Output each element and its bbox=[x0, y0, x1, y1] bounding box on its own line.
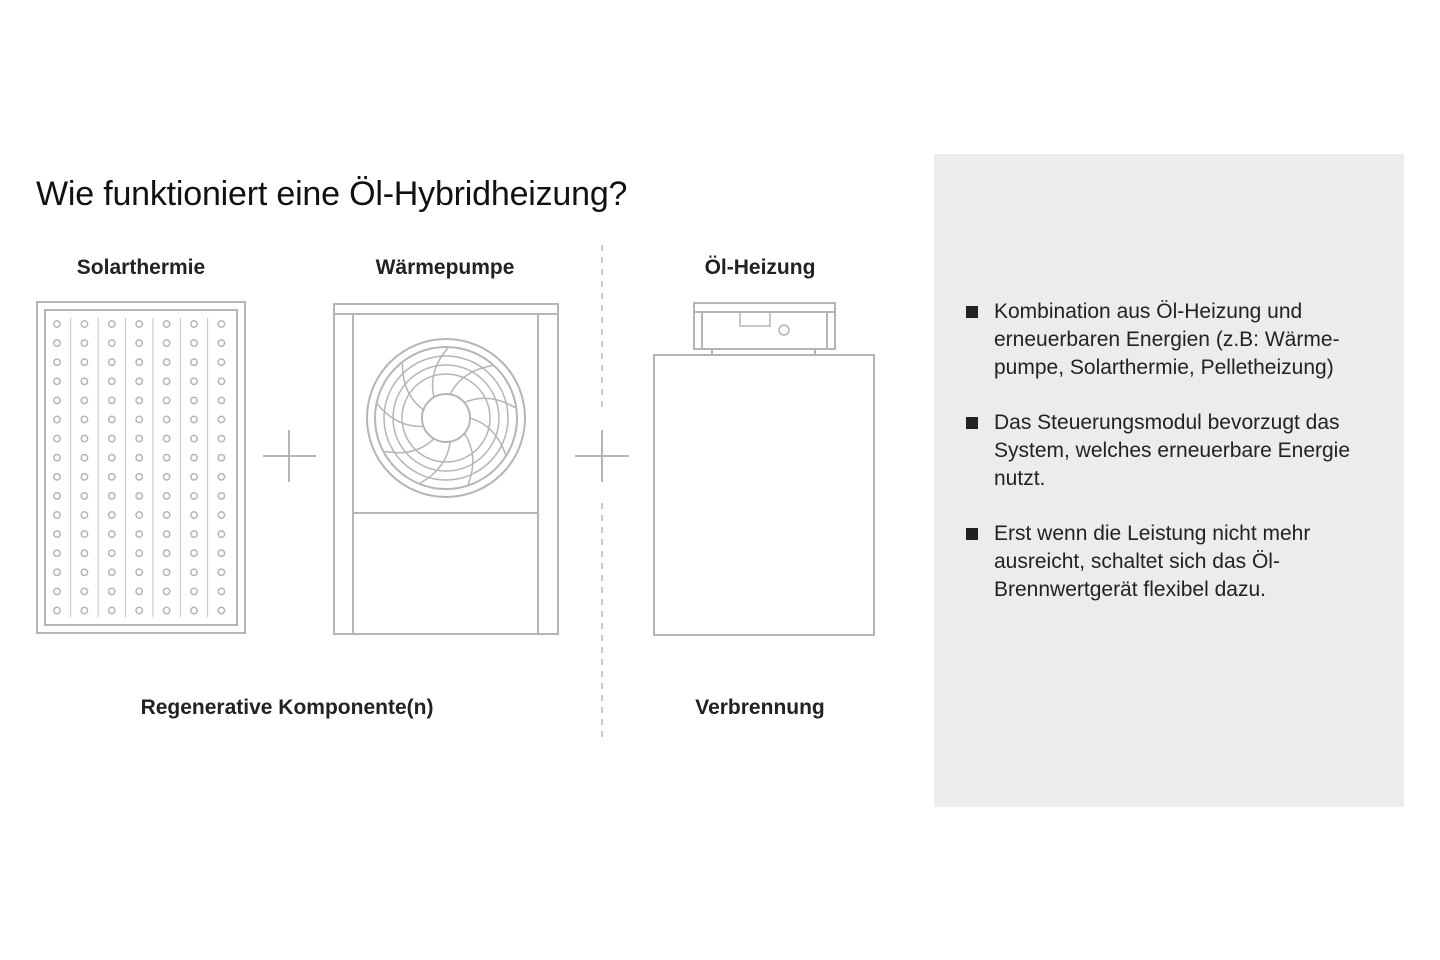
list-item: Kombination aus Öl-Heizung und erneuerbaren Energien (z.B: Wärme-pumpe, Solarthermie, Pelletheizung) bbox=[966, 298, 1386, 382]
plus-icon bbox=[263, 430, 316, 482]
label-oel-heizung: Öl-Heizung bbox=[704, 256, 816, 279]
page-title: Wie funktioniert eine Öl-Hybridheizung? bbox=[36, 174, 628, 213]
solar-panel-illustration bbox=[37, 302, 245, 633]
bullet-square-icon bbox=[966, 306, 978, 318]
label-regenerative: Regenerative Komponente(n) bbox=[140, 696, 434, 719]
plus-icon bbox=[575, 430, 629, 482]
bullet-square-icon bbox=[966, 417, 978, 429]
info-panel bbox=[934, 154, 1404, 807]
label-verbrennung: Verbrennung bbox=[695, 696, 825, 719]
heat-pump-illustration bbox=[334, 304, 558, 634]
label-waermepumpe: Wärmepumpe bbox=[375, 256, 515, 279]
label-solarthermie: Solarthermie bbox=[76, 256, 206, 279]
list-item: Erst wenn die Leistung nicht mehr ausreicht, schaltet sich das Öl-Brennwertgerät flexibel dazu. bbox=[966, 520, 1386, 604]
bullet-list bbox=[966, 298, 1386, 631]
list-item: Das Steuerungsmodul bevorzugt das System, welches erneuerbare Energie nutzt. bbox=[966, 409, 1386, 493]
bullet-square-icon bbox=[966, 528, 978, 540]
oil-boiler-illustration bbox=[654, 303, 874, 635]
